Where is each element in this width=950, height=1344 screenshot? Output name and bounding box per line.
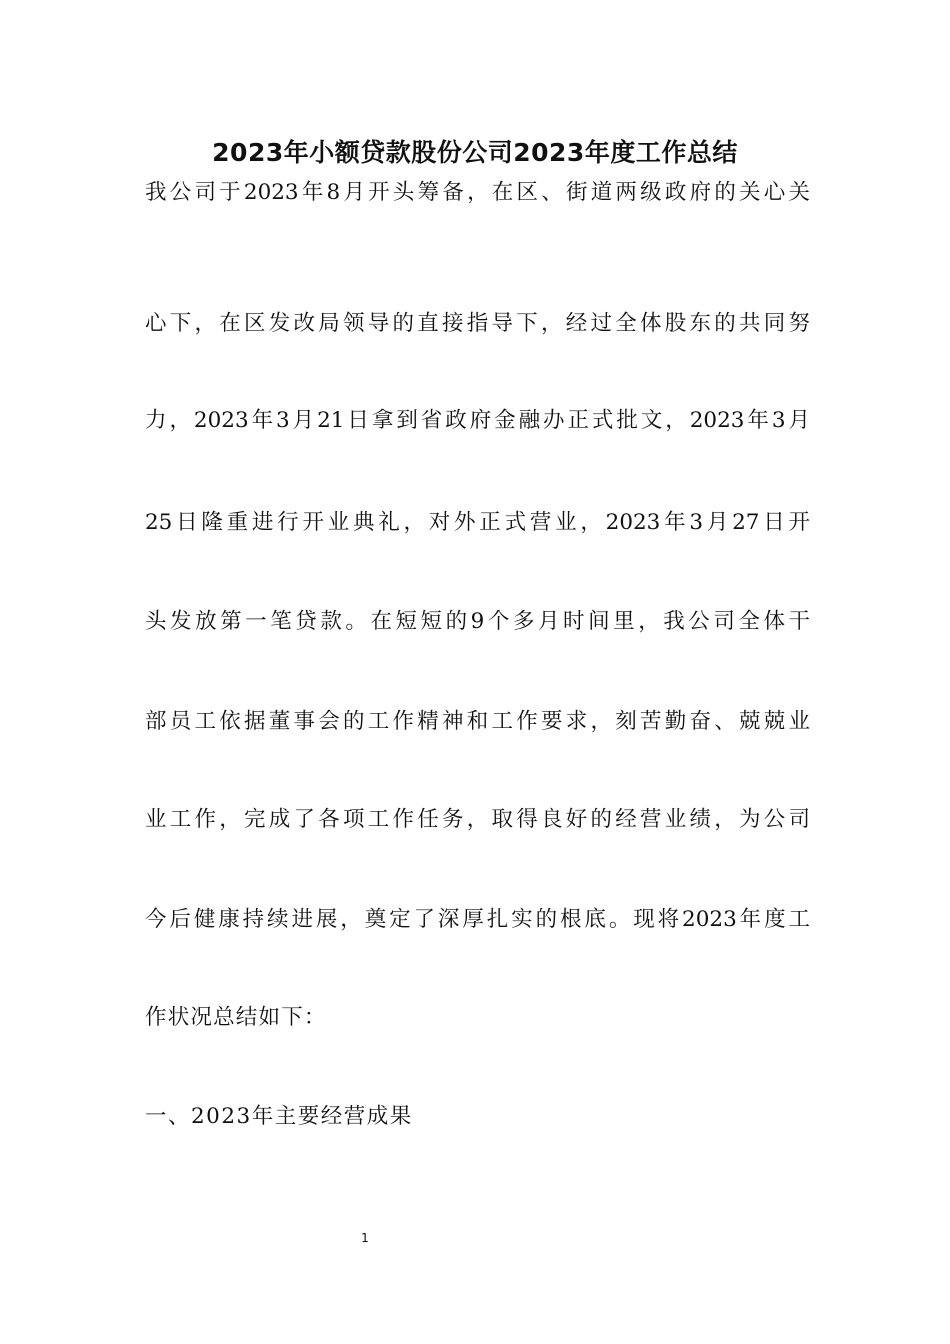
paragraph-line-9: 作状况总结如下： — [145, 1005, 327, 1030]
paragraph-line-7: 业工作，完成了各项工作任务，取得良好的经营业绩，为公司 — [145, 807, 810, 832]
paragraph-line-2: 心下，在区发改局领导的直接指导下，经过全体股东的共同努 — [145, 311, 810, 336]
section-heading: 一、2023年主要经营成果 — [145, 1104, 413, 1129]
page-number: 1 — [361, 1231, 369, 1245]
document-title: 2023年小额贷款股份公司2023年度工作总结 — [212, 138, 738, 167]
paragraph-line-8: 今后健康持续进展，奠定了深厚扎实的根底。现将2023年度工 — [145, 907, 810, 932]
paragraph-line-6: 部员工依据董事会的工作精神和工作要求，刻苦勤奋、兢兢业 — [145, 709, 810, 734]
paragraph-line-4: 25日隆重进行开业典礼，对外正式营业，2023年3月27日开 — [145, 510, 810, 535]
paragraph-line-1: 我公司于2023年8月开头筹备，在区、街道两级政府的关心关 — [145, 180, 810, 205]
paragraph-line-3: 力，2023年3月21日拿到省政府金融办正式批文，2023年3月 — [145, 408, 810, 433]
paragraph-line-5: 头发放第一笔贷款。在短短的9个多月时间里，我公司全体干 — [145, 609, 810, 634]
